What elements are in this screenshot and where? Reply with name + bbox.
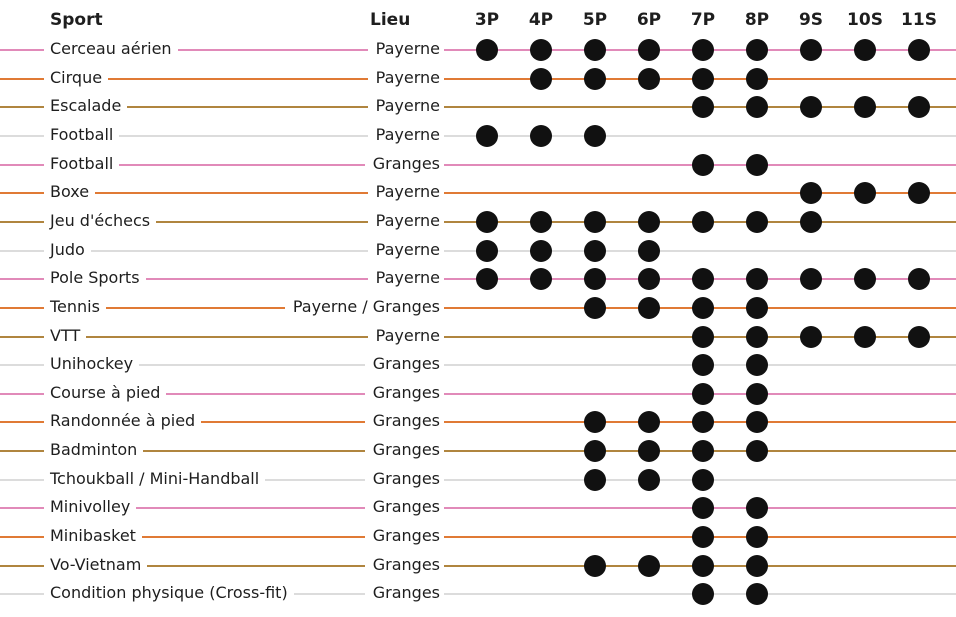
availability-dot (746, 440, 768, 462)
sport-name: Unihockey (44, 354, 139, 374)
sport-name: Condition physique (Cross-fit) (44, 583, 294, 603)
table-row (0, 94, 956, 120)
availability-dot (692, 555, 714, 577)
table-row (0, 409, 956, 435)
availability-dot (692, 326, 714, 348)
location-name: Granges (365, 383, 444, 403)
availability-dot (584, 240, 606, 262)
grade-header-4p: 4P (528, 10, 554, 30)
table-row (0, 352, 956, 378)
sport-name: Tennis (44, 297, 106, 317)
location-name: Granges (365, 411, 444, 431)
availability-dot (584, 440, 606, 462)
availability-dot (908, 268, 930, 290)
table-row (0, 37, 956, 63)
availability-dot (800, 268, 822, 290)
availability-dot (908, 96, 930, 118)
location-name: Granges (365, 497, 444, 517)
sport-name: VTT (44, 326, 86, 346)
table-row (0, 209, 956, 235)
sport-name: Escalade (44, 96, 127, 116)
grade-header-7p: 7P (690, 10, 716, 30)
location-name: Granges (365, 440, 444, 460)
availability-dot (476, 125, 498, 147)
row-divider-line (0, 507, 956, 509)
availability-dot (692, 526, 714, 548)
location-name: Payerne (368, 125, 444, 145)
location-name: Payerne / Granges (285, 297, 444, 317)
availability-dot (638, 240, 660, 262)
availability-dot (638, 411, 660, 433)
table-row (0, 381, 956, 407)
sport-name: Randonnée à pied (44, 411, 201, 431)
availability-dot (530, 39, 552, 61)
sport-name: Course à pied (44, 383, 166, 403)
lieu-column-header: Lieu (370, 10, 411, 30)
table-row (0, 123, 956, 149)
availability-dot (584, 555, 606, 577)
availability-dot (746, 211, 768, 233)
table-row (0, 295, 956, 321)
availability-dot (584, 268, 606, 290)
grade-header-8p: 8P (744, 10, 770, 30)
location-name: Payerne (368, 326, 444, 346)
table-row (0, 524, 956, 550)
availability-dot (476, 268, 498, 290)
table-row (0, 180, 956, 206)
location-name: Granges (365, 354, 444, 374)
availability-dot (746, 555, 768, 577)
row-divider-line (0, 307, 956, 309)
location-name: Payerne (368, 96, 444, 116)
grade-header-3p: 3P (474, 10, 500, 30)
availability-dot (692, 383, 714, 405)
availability-dot (584, 68, 606, 90)
sport-column-header: Sport (50, 10, 103, 30)
availability-dot (746, 411, 768, 433)
row-divider-line (0, 164, 956, 166)
table-row (0, 66, 956, 92)
availability-dot (854, 39, 876, 61)
availability-dot (746, 39, 768, 61)
sport-name: Boxe (44, 182, 95, 202)
availability-dot (800, 326, 822, 348)
table-row (0, 238, 956, 264)
availability-dot (854, 326, 876, 348)
availability-dot (584, 297, 606, 319)
availability-dot (692, 268, 714, 290)
availability-dot (692, 497, 714, 519)
availability-dot (800, 39, 822, 61)
sport-name: Cerceau aérien (44, 39, 178, 59)
location-name: Payerne (368, 268, 444, 288)
availability-dot (638, 469, 660, 491)
sport-name: Minivolley (44, 497, 136, 517)
availability-dot (692, 440, 714, 462)
sport-name: Jeu d'échecs (44, 211, 156, 231)
availability-dot (908, 39, 930, 61)
location-name: Payerne (368, 39, 444, 59)
sport-name: Vo-Vietnam (44, 555, 147, 575)
availability-dot (476, 240, 498, 262)
sport-name: Judo (44, 240, 91, 260)
availability-dot (530, 68, 552, 90)
availability-dot (746, 297, 768, 319)
table-row (0, 152, 956, 178)
table-row (0, 581, 956, 607)
table-row (0, 324, 956, 350)
availability-dot (692, 469, 714, 491)
availability-dot (746, 526, 768, 548)
availability-dot (746, 154, 768, 176)
location-name: Granges (365, 583, 444, 603)
availability-dot (800, 211, 822, 233)
availability-dot (584, 39, 606, 61)
availability-dot (746, 326, 768, 348)
availability-dot (692, 68, 714, 90)
location-name: Payerne (368, 211, 444, 231)
grade-header-9s: 9S (798, 10, 824, 30)
table-row (0, 467, 956, 493)
availability-dot (854, 96, 876, 118)
availability-dot (584, 411, 606, 433)
availability-dot (746, 68, 768, 90)
sport-name: Minibasket (44, 526, 142, 546)
grade-header-11s: 11S (901, 10, 937, 30)
availability-dot (692, 354, 714, 376)
availability-dot (746, 354, 768, 376)
availability-dot (476, 211, 498, 233)
sport-name: Pole Sports (44, 268, 146, 288)
availability-dot (746, 383, 768, 405)
availability-dot (692, 211, 714, 233)
availability-dot (584, 125, 606, 147)
availability-dot (638, 211, 660, 233)
sport-name: Badminton (44, 440, 143, 460)
row-divider-line (0, 450, 956, 452)
availability-dot (746, 96, 768, 118)
location-name: Granges (365, 555, 444, 575)
availability-dot (530, 240, 552, 262)
availability-dot (638, 68, 660, 90)
table-row (0, 495, 956, 521)
availability-dot (800, 182, 822, 204)
grade-header-10s: 10S (847, 10, 883, 30)
availability-dot (800, 96, 822, 118)
sport-name: Football (44, 125, 119, 145)
location-name: Granges (365, 154, 444, 174)
availability-dot (638, 440, 660, 462)
location-name: Granges (365, 469, 444, 489)
availability-dot (530, 211, 552, 233)
availability-dot (476, 39, 498, 61)
location-name: Payerne (368, 240, 444, 260)
availability-dot (746, 268, 768, 290)
table-row (0, 438, 956, 464)
row-divider-line (0, 364, 956, 366)
availability-dot (692, 297, 714, 319)
grade-header-5p: 5P (582, 10, 608, 30)
availability-dot (908, 182, 930, 204)
availability-dot (638, 39, 660, 61)
availability-dot (530, 125, 552, 147)
sport-name: Tchoukball / Mini-Handball (44, 469, 265, 489)
availability-dot (584, 469, 606, 491)
availability-dot (746, 497, 768, 519)
availability-dot (638, 268, 660, 290)
availability-dot (854, 182, 876, 204)
availability-dot (530, 268, 552, 290)
row-divider-line (0, 536, 956, 538)
availability-dot (692, 39, 714, 61)
availability-dot (692, 583, 714, 605)
availability-dot (638, 297, 660, 319)
availability-dot (692, 96, 714, 118)
availability-dot (854, 268, 876, 290)
location-name: Granges (365, 526, 444, 546)
row-divider-line (0, 78, 956, 80)
availability-dot (692, 154, 714, 176)
grade-header-6p: 6P (636, 10, 662, 30)
location-name: Payerne (368, 182, 444, 202)
location-name: Payerne (368, 68, 444, 88)
sport-name: Football (44, 154, 119, 174)
availability-dot (908, 326, 930, 348)
table-row (0, 266, 956, 292)
availability-dot (584, 211, 606, 233)
availability-dot (746, 583, 768, 605)
table-row (0, 553, 956, 579)
availability-dot (692, 411, 714, 433)
sport-name: Cirque (44, 68, 108, 88)
availability-dot (638, 555, 660, 577)
